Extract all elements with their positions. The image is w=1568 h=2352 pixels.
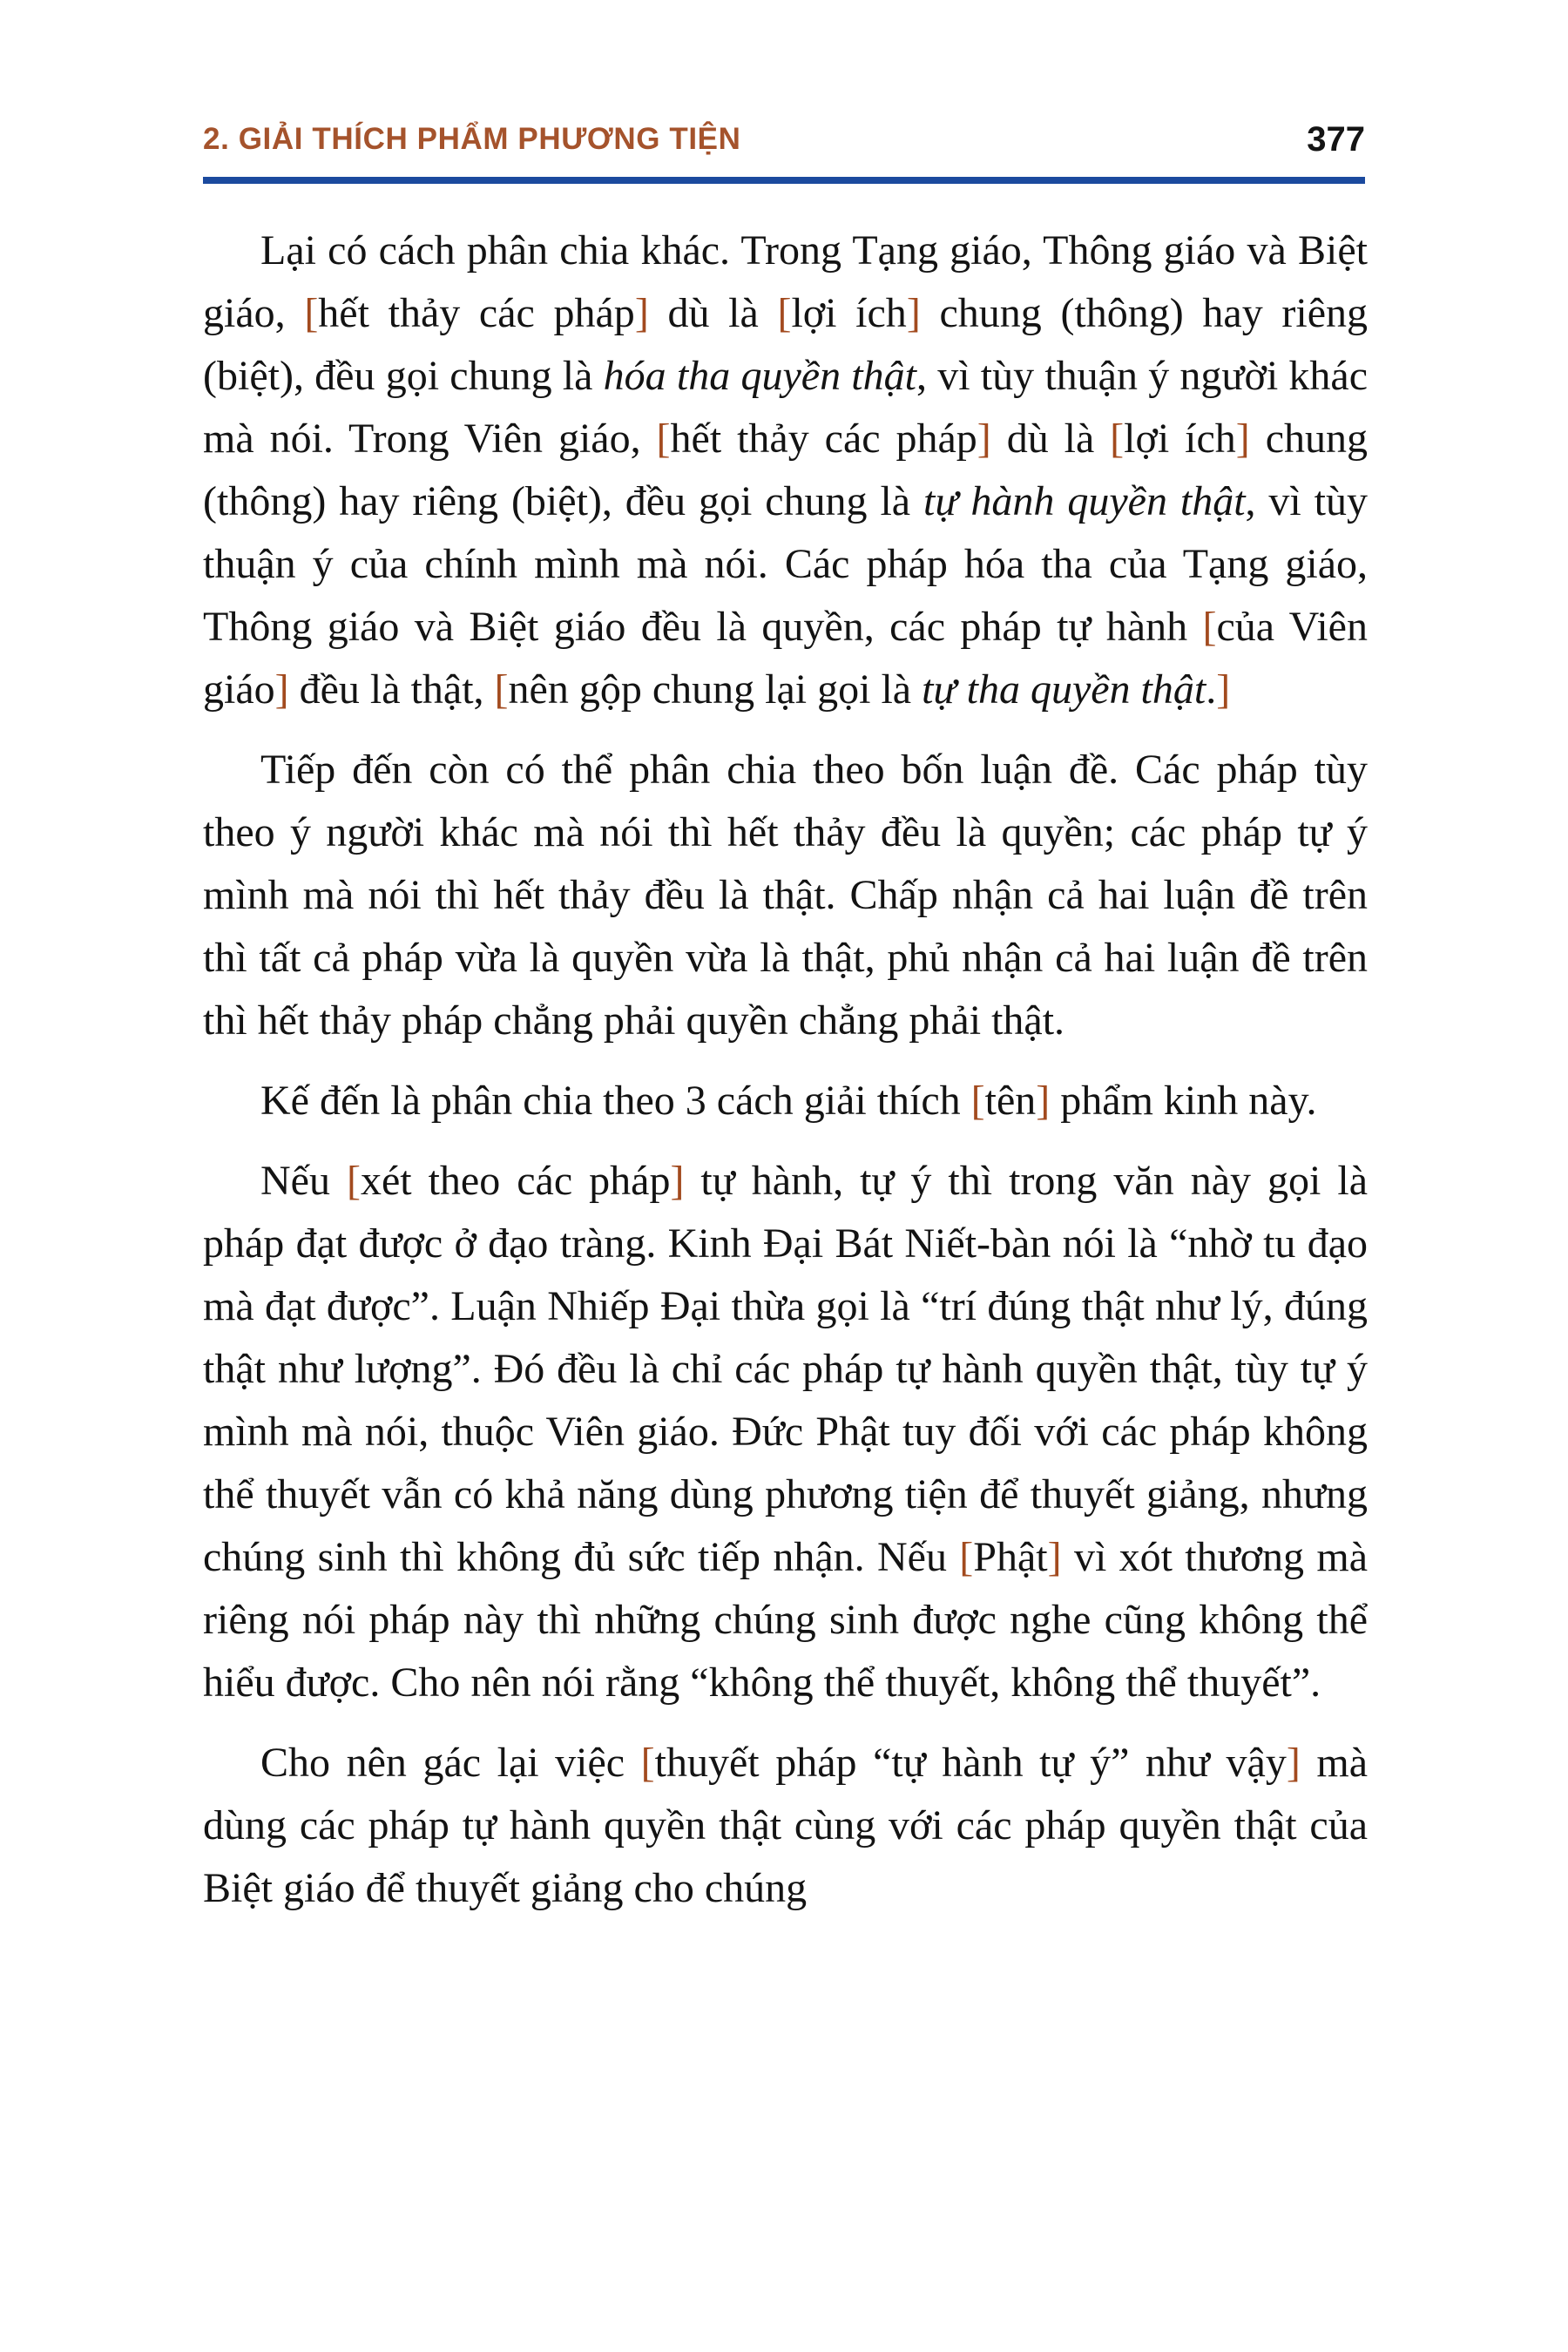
paragraph (203, 739, 1368, 1052)
text-segment: hết thảy các pháp (670, 416, 977, 462)
text-segment: Phật (973, 1534, 1048, 1580)
editorial-bracket: [ (1110, 416, 1125, 462)
page-number: 377 (1307, 120, 1365, 159)
text-segment: Lại có cách phân chia khác. Trong Tạng giáo, Thông giáo và Biệt giáo, (203, 227, 1368, 336)
paragraph (203, 1070, 1368, 1132)
text-segment: , vì tùy thuận ý người khác mà nói. Trong Viên giáo, (203, 353, 1368, 462)
text-segment: lợi ích (1124, 416, 1236, 462)
editorial-bracket: ] (977, 416, 991, 462)
text-segment: hóa tha quyền thật (603, 353, 916, 399)
editorial-bracket: [ (494, 666, 509, 713)
paragraph (203, 220, 1368, 721)
editorial-bracket: ] (906, 290, 921, 336)
editorial-bracket: [ (304, 290, 319, 336)
running-header-title: 2. GIẢI THÍCH PHẨM PHƯƠNG TIỆN (203, 122, 741, 156)
editorial-bracket: [ (777, 290, 792, 336)
header-rule (203, 177, 1365, 184)
text-segment: hết thảy các pháp (318, 290, 635, 336)
editorial-bracket: ] (634, 290, 649, 336)
text-segment: nên gộp chung lại gọi là (508, 666, 923, 713)
text-segment: đều là thật, (288, 666, 495, 713)
text-segment: vì xót thương mà riêng nói pháp này thì những chúng sinh được nghe cũng không thể hiểu được. Cho nên nói rằng “không thể thuyết, không thể thuyết”. (203, 1534, 1368, 1706)
editorial-bracket: ] (1235, 416, 1250, 462)
text-segment: phẩm kinh này. (1050, 1078, 1317, 1124)
editorial-bracket: [ (1202, 604, 1217, 650)
text-segment: của Viên giáo (203, 604, 1368, 713)
editorial-bracket: ] (670, 1158, 685, 1204)
text-segment: tự hành quyền thật (923, 478, 1246, 524)
text-segment: xét theo các pháp (360, 1158, 671, 1204)
text-segment: Kế đến là phân chia theo 3 cách giải thích (260, 1078, 971, 1124)
editorial-bracket: ] (1036, 1078, 1051, 1124)
page-header (203, 122, 1365, 157)
editorial-bracket: [ (959, 1534, 974, 1580)
editorial-bracket: [ (656, 416, 671, 462)
text-segment: Tiếp đến còn có thể phân chia theo bốn luận đề. Các pháp tùy theo ý người khác mà nói thì hết thảy đều là quyền; các pháp tự ý mình mà nói thì hết thảy đều là thật. Chấp nhận cả hai luận đề trên thì tất cả pháp vừa là quyền vừa là thật, phủ nhận cả hai luận đề trên thì hết thảy pháp chẳng phải quyền chẳng phải thật. (203, 747, 1368, 1044)
text-segment: lợi ích (791, 290, 907, 336)
text-segment: . (1206, 666, 1217, 713)
editorial-bracket: ] (1286, 1740, 1301, 1786)
text-segment: dù là (990, 416, 1111, 462)
paragraph (203, 1732, 1368, 1920)
text-segment: mà dùng các pháp tự hành quyền thật cùng với các pháp quyền thật của Biệt giáo để thuyết giảng cho chúng (203, 1740, 1368, 1911)
text-segment: chung (thông) hay riêng (biệt), đều gọi chung là (203, 416, 1368, 524)
text-segment: Cho nên gác lại việc (260, 1740, 641, 1786)
editorial-bracket: ] (1047, 1534, 1062, 1580)
editorial-bracket: [ (346, 1158, 361, 1204)
text-segment: dù là (648, 290, 778, 336)
editorial-bracket: ] (1216, 666, 1231, 713)
editorial-bracket: ] (274, 666, 289, 713)
body-text (203, 220, 1368, 2247)
text-segment: Nếu (260, 1158, 347, 1204)
text-segment: chung (thông) hay riêng (biệt), đều gọi chung là (203, 290, 1368, 399)
text-segment: thuyết pháp “tự hành tự ý” như vậy (654, 1740, 1287, 1786)
text-segment: tự hành, tự ý thì trong văn này gọi là pháp đạt được ở đạo tràng. Kinh Đại Bát Niết-bàn nói là “nhờ tu đạo mà đạt được”. Luận Nhiếp Đại thừa gọi là “trí đúng thật như lý, đúng thật như lượng”. Đó đều là chỉ các pháp tự hành quyền thật, tùy tự ý mình mà nói, thuộc Viên giáo. Đức Phật tuy đối với các pháp không thể thuyết vẫn có khả năng dùng phương tiện để thuyết giảng, nhưng chúng sinh thì không đủ sức tiếp nhận. Nếu (203, 1158, 1368, 1580)
editorial-bracket: [ (970, 1078, 985, 1124)
text-segment: tên (984, 1078, 1037, 1124)
text-segment: , vì tùy thuận ý của chính mình mà nói. Các pháp hóa tha của Tạng giáo, Thông giáo và Biệt giáo đều là quyền, các pháp tự hành (203, 478, 1368, 650)
paragraph (203, 1150, 1368, 1714)
editorial-bracket: [ (640, 1740, 655, 1786)
text-segment: tự tha quyền thật (922, 666, 1206, 713)
